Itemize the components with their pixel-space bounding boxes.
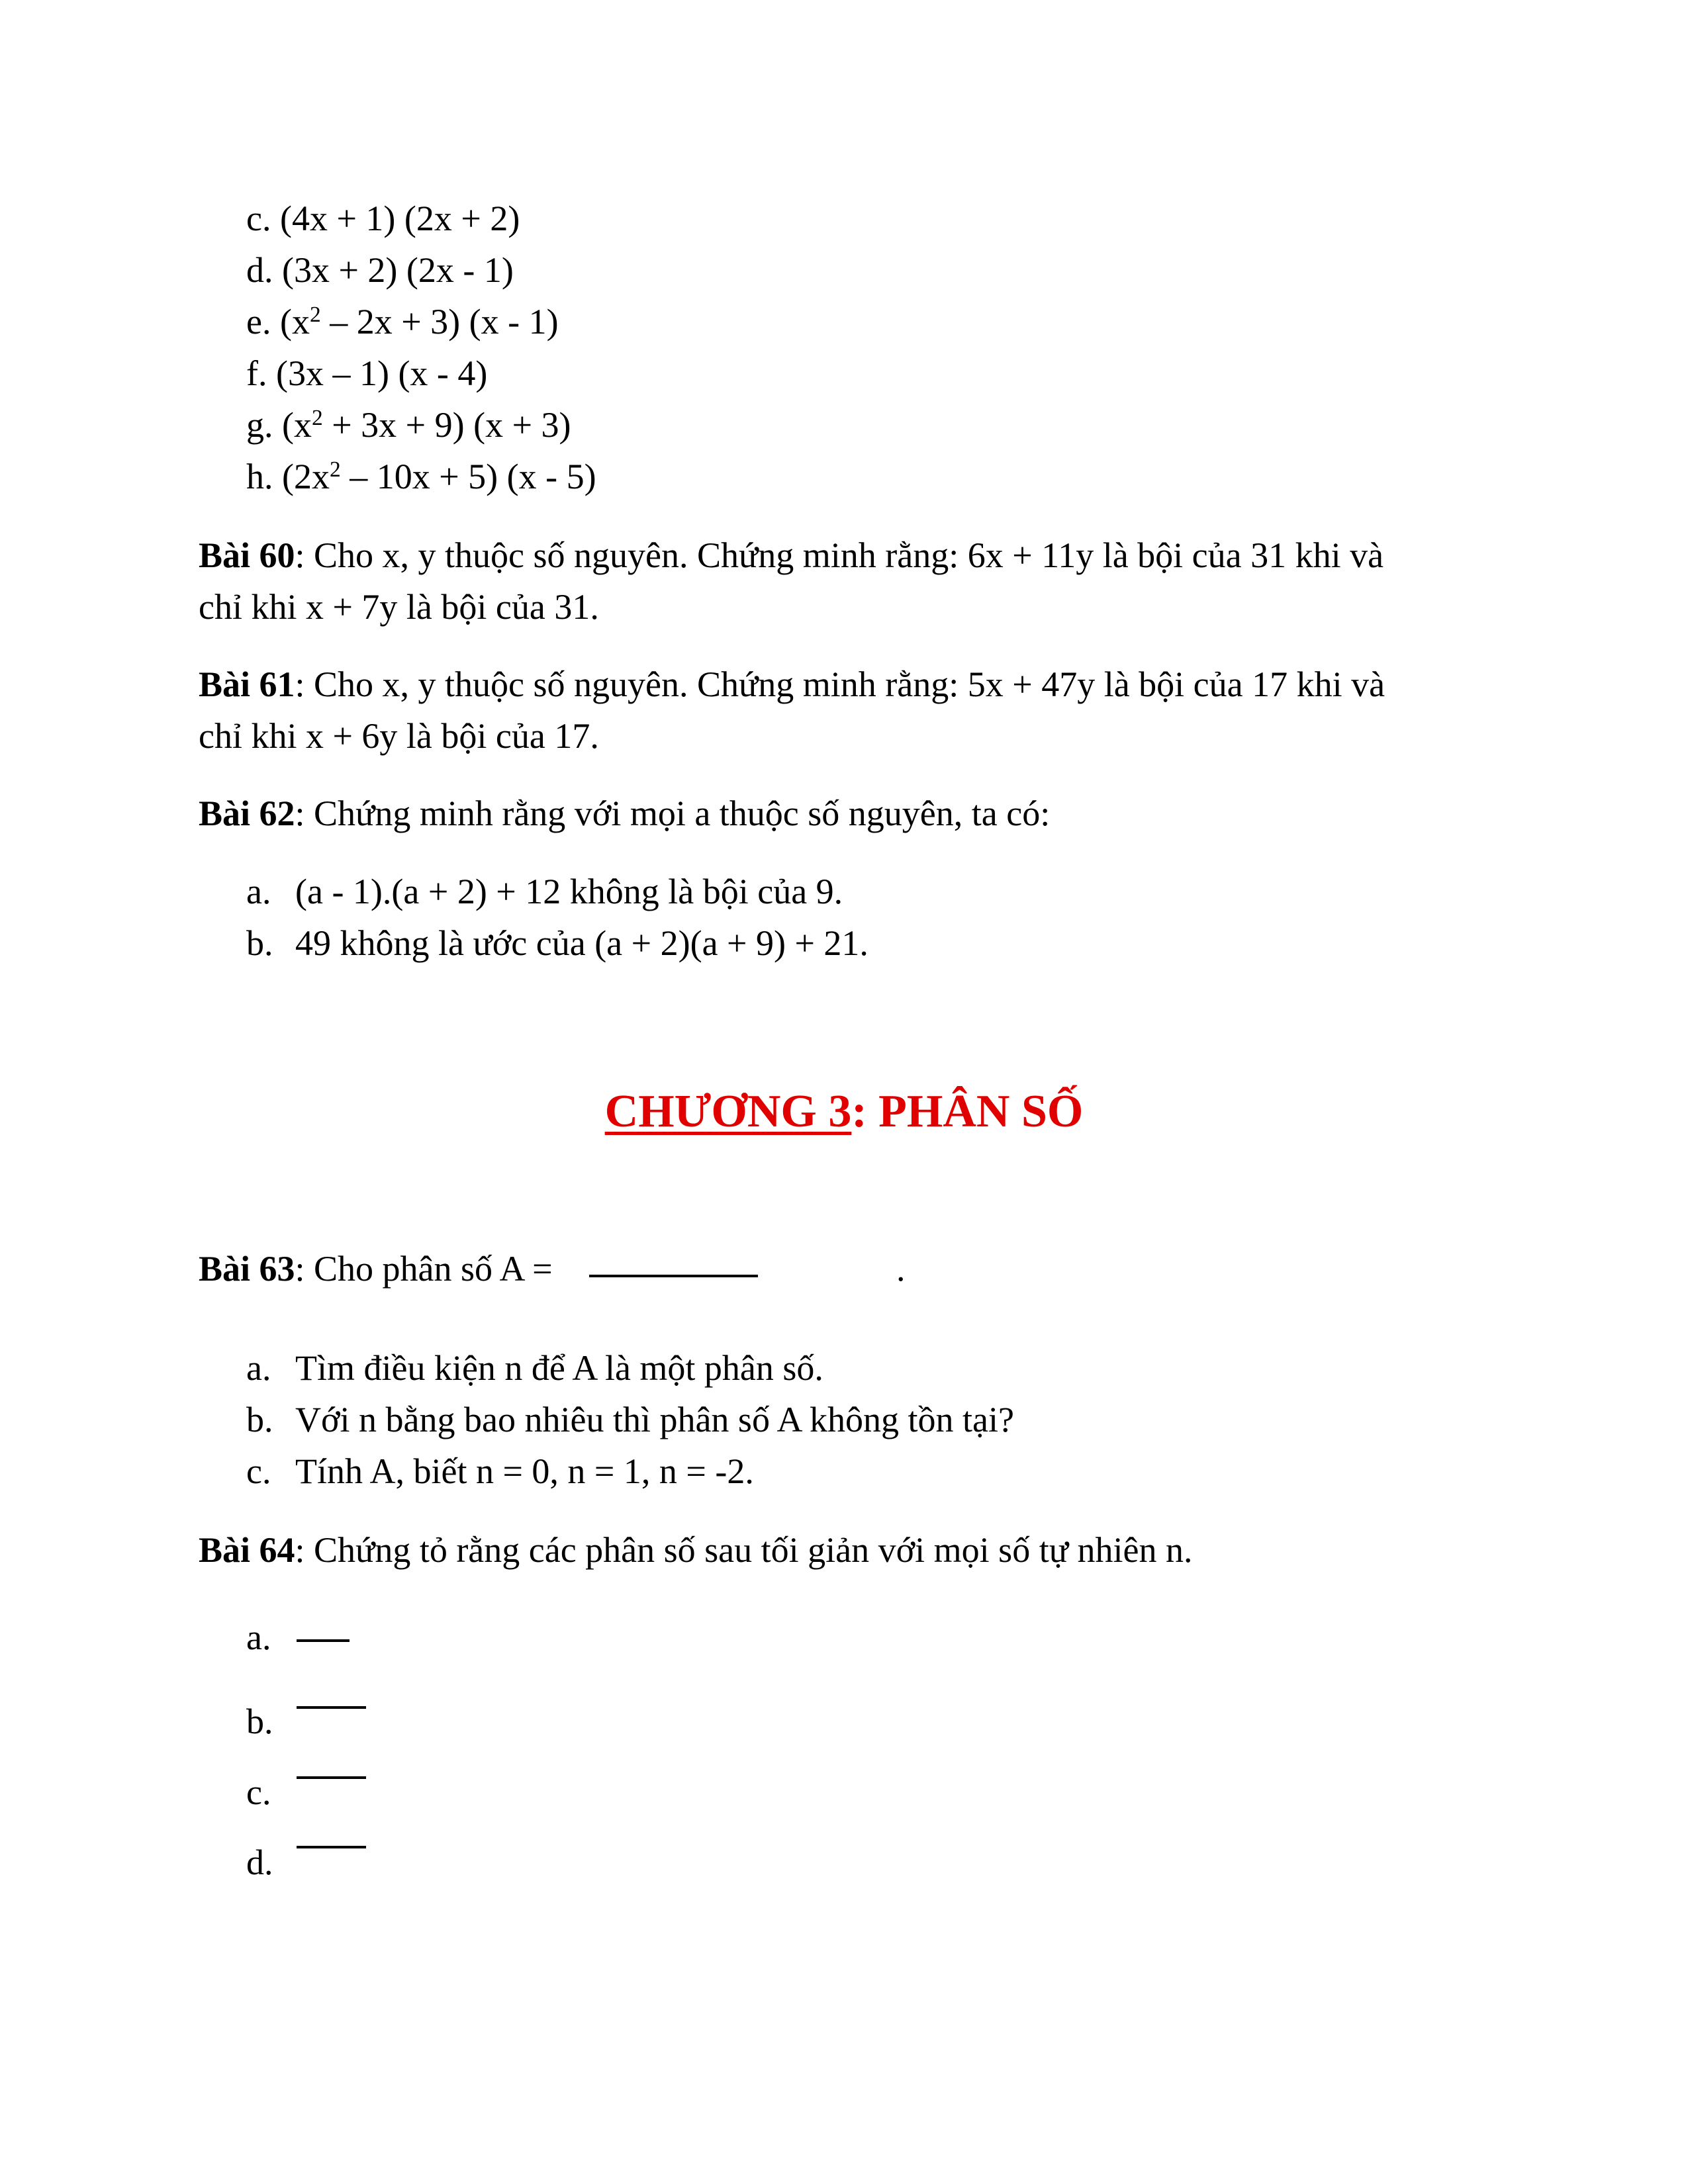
exercise-64-item-b (246, 1704, 273, 1739)
list-marker: a. (246, 1348, 271, 1388)
exponent: 2 (329, 457, 341, 482)
exercise-61-line2 (199, 718, 599, 754)
fraction-bar (297, 1776, 366, 1779)
exercise-62-item-a (246, 874, 271, 909)
exercise-64-item-d (246, 1844, 273, 1880)
expression-text: g. (x (246, 405, 312, 445)
punctuation: . (896, 1249, 906, 1289)
exercise-60-line2 (199, 589, 599, 625)
list-item-h (246, 459, 596, 494)
expression-text: e. (x (246, 302, 310, 341)
exercise-62-heading (199, 796, 1050, 831)
fraction-bar (297, 1639, 350, 1642)
exercise-label: Bài 62 (199, 794, 295, 833)
list-item-c (246, 201, 520, 236)
exercise-63-heading (199, 1251, 553, 1287)
exercise-text: chỉ khi x + 6y là bội của 17. (199, 716, 599, 756)
exercise-text: : Cho phân số A = (295, 1249, 553, 1289)
exercise-label: Bài 64 (199, 1530, 295, 1570)
exercise-text: : Chứng tỏ rằng các phân số sau tối giản với mọi số tự nhiên n. (295, 1530, 1193, 1570)
list-marker: b. (246, 1400, 273, 1439)
list-item-f (246, 355, 487, 391)
exponent: 2 (309, 302, 321, 327)
chapter-number: CHƯƠNG 3 (604, 1086, 852, 1137)
exercise-62-item-b-text (295, 925, 868, 961)
exercise-63-item-a-text (295, 1350, 823, 1386)
list-item-g (246, 407, 571, 443)
list-marker: b. (246, 923, 273, 963)
expression-text: d. (3x + 2) (2x - 1) (246, 250, 514, 290)
chapter-title: : PHÂN SỐ (851, 1086, 1084, 1137)
exercise-61-line1 (199, 666, 1385, 702)
exercise-62-item-b (246, 925, 273, 961)
list-marker: a. (246, 872, 271, 911)
exercise-63-item-c (246, 1453, 271, 1489)
item-text: (a - 1).(a + 2) + 12 không là bội của 9. (295, 872, 843, 911)
expression-text: + 3x + 9) (x + 3) (322, 405, 571, 445)
exercise-64-item-c (246, 1774, 271, 1810)
exercise-63-item-b-text (295, 1402, 1014, 1437)
exercise-63-period (896, 1251, 906, 1287)
exercise-text: : Cho x, y thuộc số nguyên. Chứng minh rằng: 5x + 47y là bội của 17 khi và (295, 664, 1385, 704)
exercise-text: : Chứng minh rằng với mọi a thuộc số nguyên, ta có: (295, 794, 1051, 833)
exponent: 2 (311, 405, 323, 430)
exercise-63-item-b (246, 1402, 273, 1437)
list-marker: c. (246, 1451, 271, 1491)
list-marker: d. (246, 1843, 273, 1882)
expression-text: c. (4x + 1) (2x + 2) (246, 199, 520, 238)
exercise-label: Bài 60 (199, 535, 295, 575)
exercise-label: Bài 63 (199, 1249, 295, 1289)
list-marker: b. (246, 1702, 273, 1741)
exercise-63-item-a (246, 1350, 271, 1386)
exercise-text: chỉ khi x + 7y là bội của 31. (199, 587, 599, 627)
item-text: 49 không là ước của (a + 2)(a + 9) + 21. (295, 923, 868, 963)
exercise-text: : Cho x, y thuộc số nguyên. Chứng minh rằng: 6x + 11y là bội của 31 khi và (295, 535, 1384, 575)
exercise-label: Bài 61 (199, 664, 295, 704)
fraction-bar (589, 1275, 758, 1277)
fraction-bar (297, 1706, 366, 1709)
expression-text: h. (2x (246, 457, 330, 496)
list-item-e (246, 304, 559, 340)
exercise-64-heading (199, 1532, 1192, 1568)
expression-text: f. (3x – 1) (x - 4) (246, 353, 488, 393)
item-text: Tìm điều kiện n để A là một phân số. (295, 1348, 823, 1388)
list-item-d (246, 252, 514, 288)
list-marker: a. (246, 1617, 271, 1657)
chapter-heading (0, 1086, 1688, 1137)
expression-text: – 2x + 3) (x - 1) (320, 302, 559, 341)
item-text: Với n bằng bao nhiêu thì phân số A không tồn tại? (295, 1400, 1014, 1439)
exercise-62-item-a-text (295, 874, 843, 909)
fraction-bar (297, 1846, 366, 1848)
exercise-64-item-a (246, 1619, 271, 1655)
list-marker: c. (246, 1772, 271, 1812)
expression-text: – 10x + 5) (x - 5) (340, 457, 596, 496)
exercise-60-line1 (199, 537, 1383, 573)
item-text: Tính A, biết n = 0, n = 1, n = -2. (295, 1451, 754, 1491)
exercise-63-item-c-text (295, 1453, 754, 1489)
